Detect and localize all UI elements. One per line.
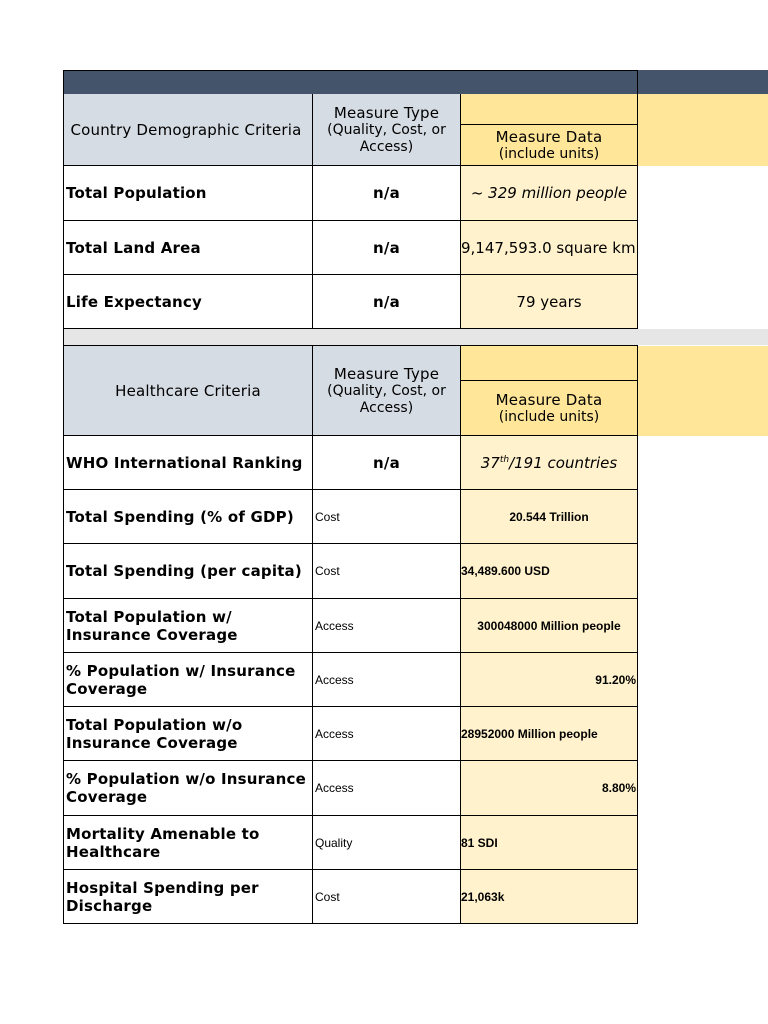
hc-row-4-data xyxy=(461,653,638,707)
measure-data-header-label: Measure Data xyxy=(495,127,603,146)
hc-row-3-criteria xyxy=(63,599,313,653)
section-spacer xyxy=(63,329,768,345)
measure-data-header-top xyxy=(461,94,638,125)
measure-type-header-sub: (Quality, Cost, or Access) xyxy=(327,121,446,155)
measure-type-value: Quality xyxy=(315,835,353,850)
hc-row-4-criteria xyxy=(63,653,313,707)
criteria-label: Life Expectancy xyxy=(66,292,202,311)
row-life-expectancy-criteria xyxy=(63,275,313,329)
table-header-bar xyxy=(63,70,638,94)
measure-data-value: 300048000 Million people xyxy=(477,618,621,633)
healthcare-criteria-header-label: Healthcare Criteria xyxy=(115,381,261,400)
hc-row-8-criteria xyxy=(63,870,313,924)
hc-row-4-type xyxy=(313,653,461,707)
hc-row-7-criteria xyxy=(63,816,313,870)
measure-type-value: n/a xyxy=(373,238,400,257)
criteria-label: Total Spending (% of GDP) xyxy=(66,507,294,526)
hc-measure-data-header-top xyxy=(461,345,638,381)
criteria-label: Hospital Spending per Discharge xyxy=(66,878,259,915)
who-rank-suffix: th xyxy=(499,454,510,465)
row-total-land-area-criteria xyxy=(63,221,313,275)
criteria-label: % Population w/ Insurance Coverage xyxy=(66,661,296,698)
hc-measure-type-header-sub: (Quality, Cost, or Access) xyxy=(327,382,446,416)
row-life-expectancy-type xyxy=(313,275,461,329)
measure-data-value: 20.544 Trillion xyxy=(509,509,589,524)
measure-type-value: Cost xyxy=(315,509,340,524)
measure-type-value: Access xyxy=(315,672,354,687)
who-rank-number: 37 xyxy=(480,453,500,472)
measure-data-header xyxy=(461,125,638,166)
hc-row-6-criteria xyxy=(63,761,313,816)
hc-row-6-type xyxy=(313,761,461,816)
criteria-label: Total Population xyxy=(66,184,207,202)
measure-data-value: 34,489.600 USD xyxy=(461,564,550,578)
measure-type-value: Access xyxy=(315,726,354,741)
healthcare-criteria-header xyxy=(63,345,313,436)
hc-row-7-data xyxy=(461,816,638,870)
hc-row-1-data xyxy=(461,490,638,544)
row-total-population-type xyxy=(313,166,461,221)
row-who-ranking-data xyxy=(461,436,638,490)
measure-type-header-label: Measure Type xyxy=(333,103,440,122)
measure-data-value xyxy=(481,454,617,472)
hc-row-8-data xyxy=(461,870,638,924)
row-total-land-area-data xyxy=(461,221,638,275)
hc-row-6-data xyxy=(461,761,638,816)
hc-row-5-type xyxy=(313,707,461,761)
hc-row-2-type xyxy=(313,544,461,599)
hc-row-8-type xyxy=(313,870,461,924)
criteria-label: Total Spending (per capita) xyxy=(66,562,302,580)
measure-type-header xyxy=(313,94,461,166)
hc-row-1-criteria xyxy=(63,490,313,544)
measure-data-value: 81 SDI xyxy=(461,835,498,850)
measure-type-value: Cost xyxy=(315,889,340,904)
hc-row-2-criteria xyxy=(63,544,313,599)
hc-row-3-data xyxy=(461,599,638,653)
hc-measure-type-header-label: Measure Type xyxy=(333,364,440,383)
hc-measure-data-header-label: Measure Data xyxy=(495,390,603,409)
measure-type-value: Access xyxy=(315,781,354,795)
measure-type-value: n/a xyxy=(373,184,400,202)
hc-row-3-type xyxy=(313,599,461,653)
hc-row-2-data xyxy=(461,544,638,599)
measure-type-value: Cost xyxy=(315,564,340,578)
hc-row-5-data xyxy=(461,707,638,761)
who-rank-total: /191 countries xyxy=(509,453,618,472)
criteria-label: Total Land Area xyxy=(66,238,201,257)
measure-data-value: 91.20% xyxy=(595,672,636,687)
criteria-label: Total Population w/ Insurance Coverage xyxy=(66,607,238,644)
row-total-population-criteria xyxy=(63,166,313,221)
row-who-ranking-type xyxy=(313,436,461,490)
criteria-label: Mortality Amenable to Healthcare xyxy=(66,824,260,861)
criteria-label: % Population w/o Insurance Coverage xyxy=(66,770,306,806)
measure-data-value: 9,147,593.0 square km xyxy=(461,238,636,257)
criteria-label: WHO International Ranking xyxy=(66,453,303,472)
demographic-criteria-header xyxy=(63,94,313,166)
criteria-label: Total Population w/o Insurance Coverage xyxy=(66,715,243,752)
measure-data-value: 79 years xyxy=(516,292,582,311)
measure-data-value: 21,063k xyxy=(461,889,505,904)
row-who-ranking-criteria xyxy=(63,436,313,490)
hc-measure-data-header-sub: (include units) xyxy=(498,408,600,425)
demographic-criteria-header-label: Country Demographic Criteria xyxy=(70,120,302,139)
hc-measure-data-header xyxy=(461,381,638,436)
measure-type-value: Access xyxy=(315,618,354,633)
measure-data-header-extension xyxy=(637,94,768,166)
measure-data-header-sub: (include units) xyxy=(498,145,600,162)
row-life-expectancy-data xyxy=(461,275,638,329)
measure-data-value: ~ 329 million people xyxy=(470,184,628,202)
measure-data-header-extension-2 xyxy=(637,346,768,436)
hc-row-1-type xyxy=(313,490,461,544)
hc-measure-type-header xyxy=(313,345,461,436)
hc-row-5-criteria xyxy=(63,707,313,761)
measure-data-value: 28952000 Million people xyxy=(461,726,598,741)
measure-type-value: n/a xyxy=(373,453,400,472)
table-header-bar-extension xyxy=(638,70,768,94)
measure-data-value: 8.80% xyxy=(601,781,636,795)
row-total-land-area-type xyxy=(313,221,461,275)
row-total-population-data xyxy=(461,166,638,221)
hc-row-7-type xyxy=(313,816,461,870)
measure-type-value: n/a xyxy=(373,292,400,311)
